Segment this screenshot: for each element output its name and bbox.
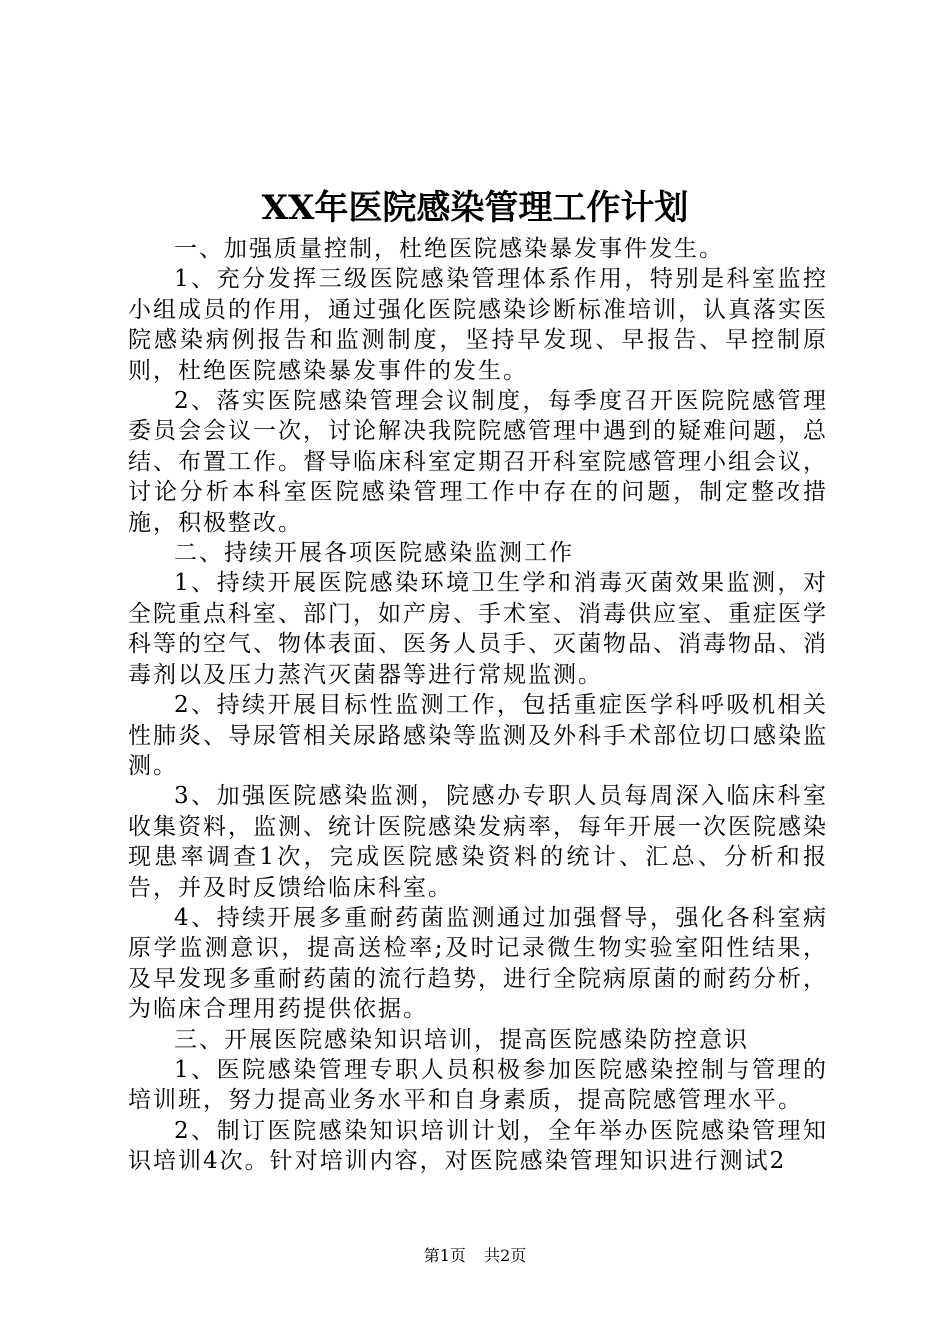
body-paragraph: 2、落实医院感染管理会议制度，每季度召开医院院感管理委员会会议一次，讨论解决我院院感管理中遇到的疑难问题，总结、布置工作。督导临床科室定期召开科室院感管理小组会议，讨论分析本科室医院感染管理工作中存在的问题，制定整改措施，积极整改。 bbox=[128, 388, 828, 536]
body-paragraph: 1、充分发挥三级医院感染管理体系作用，特别是科室监控小组成员的作用，通过强化医院感染诊断标准培训，认真落实医院感染病例报告和监测制度，坚持早发现、早报告、早控制原则，杜绝医院感染暴发事件的发生。 bbox=[128, 266, 828, 384]
section-heading: 一、加强质量控制，杜绝医院感染暴发事件发生。 bbox=[174, 236, 724, 262]
body-paragraph: 2、制订医院感染知识培训计划，全年举办医院感染管理知识培训4次。针对培训内容，对医院感染管理知识进行测试2 bbox=[128, 1117, 828, 1175]
document-body bbox=[128, 234, 828, 1177]
section-heading: 二、持续开展各项医院感染监测工作 bbox=[174, 540, 574, 567]
body-paragraph: 2、持续开展目标性监测工作，包括重症医学科呼吸机相关性肺炎、导尿管相关尿路感染等监测及外科手术部位切口感染监测。 bbox=[128, 692, 828, 779]
section-heading: 三、开展医院感染知识培训，提高医院感染防控意识 bbox=[174, 1026, 749, 1053]
document-title: XX年医院感染管理工作计划 bbox=[261, 188, 689, 228]
body-paragraph: 4、持续开展多重耐药菌监测通过加强督导，强化各科室病原学监测意识，提高送检率;及时记录微生物实验室阳性结果，及早发现多重耐药菌的流行趋势，进行全院病原菌的耐药分析，为临床合理用药提供依据。 bbox=[128, 904, 828, 1023]
body-paragraph: 1、持续开展医院感染环境卫生学和消毒灭菌效果监测，对全院重点科室、部门，如产房、手术室、消毒供应室、重症医学科等的空气、物体表面、医务人员手、灭菌物品、消毒物品、消毒剂以及压力蒸汽灭菌器等进行常规监测。 bbox=[128, 570, 828, 688]
body-paragraph: 1、医院感染管理专职人员积极参加医院感染控制与管理的培训班，努力提高业务水平和自身素质，提高院感管理水平。 bbox=[128, 1056, 828, 1114]
page-footer bbox=[0, 1244, 950, 1268]
page-number: 第1页 bbox=[423, 1246, 466, 1265]
body-paragraph: 3、加强医院感染监测，院感办专职人员每周深入临床科室收集资料，监测、统计医院感染发病率，每年开展一次医院感染现患率调查1次，完成医院感染资料的统计、汇总、分析和报告，并及时反馈给临床科室。 bbox=[128, 783, 828, 901]
page-total: 共2页 bbox=[484, 1246, 527, 1265]
